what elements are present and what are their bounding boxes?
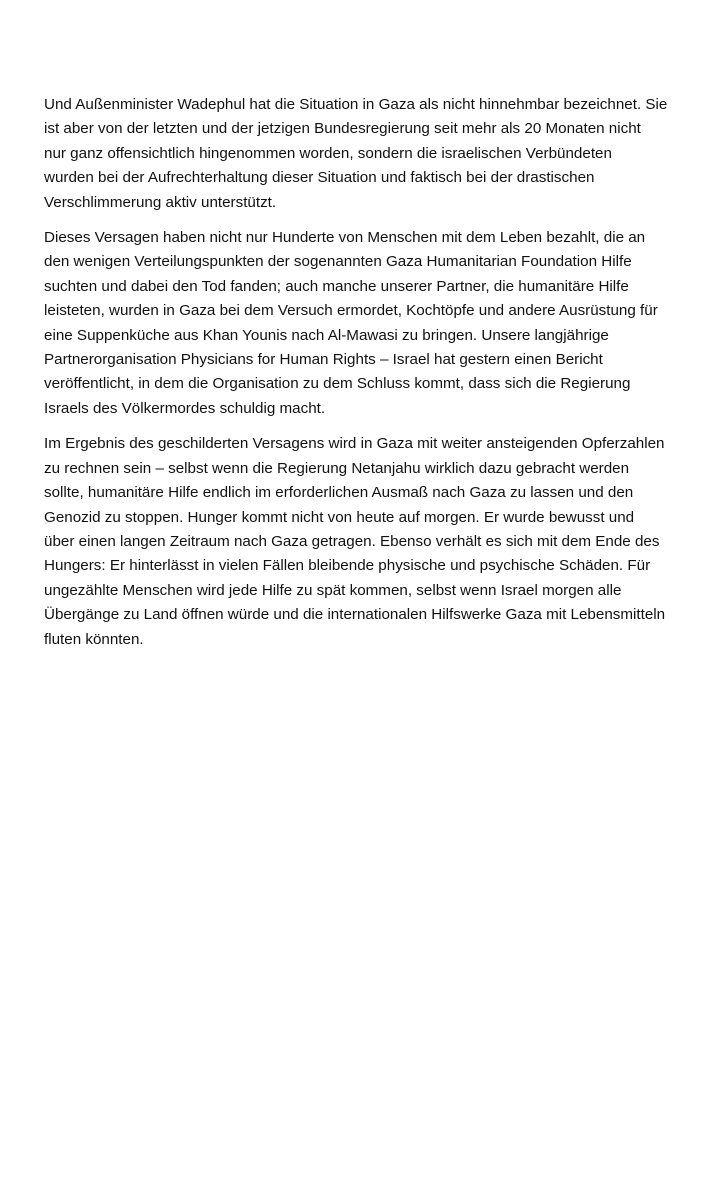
paragraph-2 — [44, 226, 704, 421]
text-line: Im Ergebnis des geschilderten Versagens wird in Gaza mit weiter ansteigenden Opferzahlen — [44, 435, 665, 453]
text-line: leisteten, wurden in Gaza bei dem Versuch ermordet, Kochtöpfe und andere Ausrüstung für — [44, 302, 658, 320]
text-line: Partnerorganisation Physicians for Human Rights – Israel hat gestern einen Bericht — [44, 351, 603, 369]
text-line: fluten könnten. — [44, 630, 144, 648]
text-line: den wenigen Verteilungspunkten der sogenannten Gaza Humanitarian Foundation Hilfe — [44, 253, 632, 271]
text-line: wurden bei der Aufrechterhaltung dieser Situation und faktisch bei der drastischen — [44, 169, 595, 187]
text-line: ist aber von der letzten und der jetzigen Bundesregierung seit mehr als 20 Monaten nicht — [44, 120, 641, 138]
text-line: nur ganz offensichtlich hingenommen worden, sondern die israelischen Verbündeten — [44, 144, 612, 162]
text-line: Dieses Versagen haben nicht nur Hunderte von Menschen mit dem Leben bezahlt, die an — [44, 229, 646, 247]
paragraph-3 — [44, 432, 704, 652]
text-line: Und Außenminister Wadephul hat die Situation in Gaza als nicht hinnehmbar bezeichnet. Sie — [44, 96, 668, 113]
text-line: veröffentlicht, in dem die Organisation zu dem Schluss kommt, dass sich die Regierung — [44, 375, 631, 393]
text-line: suchten und dabei den Tod fanden; auch manche unserer Partner, die humanitäre Hilfe — [44, 277, 629, 295]
text-line: ungezählte Menschen wird jede Hilfe zu spät kommen, selbst wenn Israel morgen alle — [44, 581, 622, 599]
text-line: zu rechnen sein – selbst wenn die Regierung Netanjahu wirklich dazu gebracht werden — [44, 459, 630, 477]
text-line: Israels des Völkermordes schuldig macht. — [44, 399, 326, 417]
text-line: sollte, humanitäre Hilfe endlich im erforderlichen Ausmaß nach Gaza zu lassen und den — [44, 484, 634, 502]
text-line: über einen langen Zeitraum nach Gaza getragen. Ebenso verhält es sich mit dem Ende des — [44, 532, 660, 550]
text-line: Genozid zu stoppen. Hunger kommt nicht von heute auf morgen. Er wurde bewusst und — [44, 508, 635, 526]
text-line: Verschlimmerung aktiv unterstützt. — [44, 193, 277, 211]
text-line: Übergänge zu Land öffnen würde und die internationalen Hilfswerke Gaza mit Lebensmitteln — [44, 606, 666, 624]
document-body — [44, 93, 704, 663]
text-line: Hungers: Er hinterlässt in vielen Fällen bleibende physische und psychische Schäden. Für — [44, 557, 651, 575]
paragraph-1 — [44, 93, 704, 215]
text-line: eine Suppenküche aus Khan Younis nach Al-Mawasi zu bringen. Unsere langjährige — [44, 326, 609, 344]
